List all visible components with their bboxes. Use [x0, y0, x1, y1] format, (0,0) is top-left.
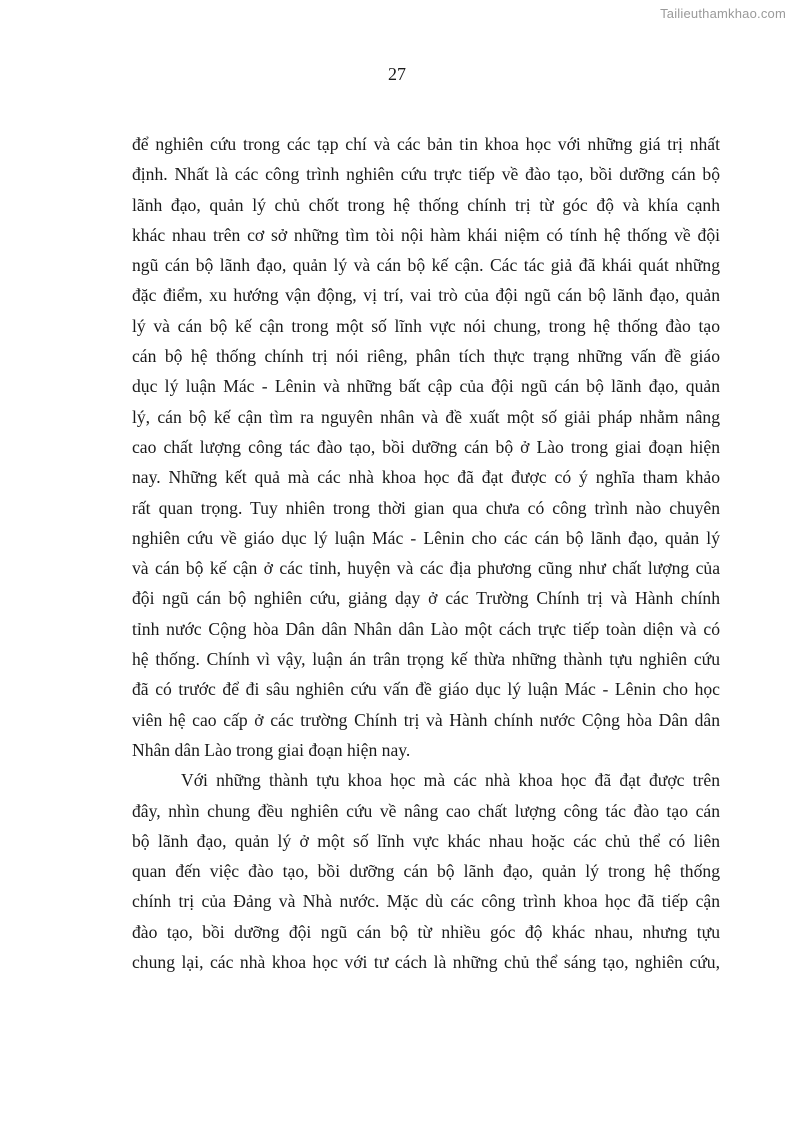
watermark: Tailieuthamkhao.com: [660, 6, 786, 21]
text-line: lý và cán bộ kế cận trong một số lĩnh vực nói chung, trong hệ thống đào tạo: [132, 315, 720, 336]
text-line: để nghiên cứu trong các tạp chí và các bản tin khoa học với những giá trị nhất: [132, 134, 720, 154]
text-line: nghiên cứu về giáo dục lý luận Mác - Lênin cho các cán bộ lãnh đạo, quản lý: [132, 527, 720, 548]
text-line: lãnh đạo, quản lý chủ chốt trong hệ thống chính trị từ góc độ và khía cạnh: [132, 194, 720, 215]
text-line: cao chất lượng công tác đào tạo, bồi dưỡng cán bộ ở Lào trong giai đoạn hiện: [132, 436, 720, 457]
text-line: chung lại, các nhà khoa học với tư cách là những chủ thể sáng tạo, nghiên cứu,: [132, 952, 720, 973]
text-line: ngũ cán bộ lãnh đạo, quản lý và cán bộ kế cận. Các tác giả đã khái quát những: [132, 255, 720, 276]
paragraph: [132, 765, 720, 977]
text-line: đội ngũ cán bộ nghiên cứu, giảng dạy ở các Trường Chính trị và Hành chính: [132, 588, 720, 609]
text-line: tỉnh nước Cộng hòa Dân dân Nhân dân Lào một cách trực tiếp toàn diện và có: [132, 618, 720, 639]
text-line: dục lý luận Mác - Lênin và những bất cập của đội ngũ cán bộ lãnh đạo, quản: [132, 376, 720, 397]
text-line: đây, nhìn chung đều nghiên cứu về nâng cao chất lượng công tác đào tạo cán: [132, 800, 720, 821]
text-line: định. Nhất là các công trình nghiên cứu trực tiếp về đào tạo, bồi dưỡng cán bộ: [132, 164, 720, 185]
text-line: hệ thống. Chính vì vậy, luận án trân trọng kế thừa những thành tựu nghiên cứu: [132, 649, 720, 670]
text-line: đặc điểm, xu hướng vận động, vị trí, vai trò của đội ngũ cán bộ lãnh đạo, quản: [132, 285, 720, 306]
text-line: rất quan trọng. Tuy nhiên trong thời gian qua chưa có công trình nào chuyên: [132, 497, 720, 518]
page-number: 27: [388, 64, 406, 84]
text-line: lý, cán bộ kế cận tìm ra nguyên nhân và đề xuất một số giải pháp nhằm nâng: [132, 406, 720, 427]
paragraph: [132, 129, 720, 765]
text-line: khác nhau trên cơ sở những tìm tòi nội hàm khái niệm có tính hệ thống về đội: [132, 224, 720, 245]
text-line: Với những thành tựu khoa học mà các nhà khoa học đã đạt được trên: [181, 770, 720, 791]
text-line: Nhân dân Lào trong giai đoạn hiện nay.: [132, 739, 411, 760]
text-line: cán bộ hệ thống chính trị nói riêng, phân tích thực trạng những vấn đề giáo: [132, 346, 720, 367]
text-line: và cán bộ kế cận ở các tỉnh, huyện và các địa phương cũng như chất lượng của: [132, 558, 720, 579]
text-line: đã có trước để đi sâu nghiên cứu vấn đề giáo dục lý luận Mác - Lênin cho học: [132, 679, 720, 700]
text-line: quan đến việc đào tạo, bồi dưỡng cán bộ lãnh đạo, quản lý trong hệ thống: [132, 861, 720, 882]
text-line: nay. Những kết quả mà các nhà khoa học đã đạt được có ý nghĩa tham khảo: [132, 467, 720, 488]
text-line: chính trị của Đảng và Nhà nước. Mặc dù các công trình khoa học đã tiếp cận: [132, 891, 720, 912]
text-line: bộ lãnh đạo, quản lý ở một số lĩnh vực khác nhau hoặc các chủ thể có liên: [132, 830, 720, 851]
text-line: đào tạo, bồi dưỡng đội ngũ cán bộ từ nhiều góc độ khác nhau, nhưng tựu: [132, 921, 720, 942]
body-text: [132, 129, 720, 977]
text-line: viên hệ cao cấp ở các trường Chính trị và Hành chính nước Cộng hòa Dân dân: [132, 709, 720, 730]
